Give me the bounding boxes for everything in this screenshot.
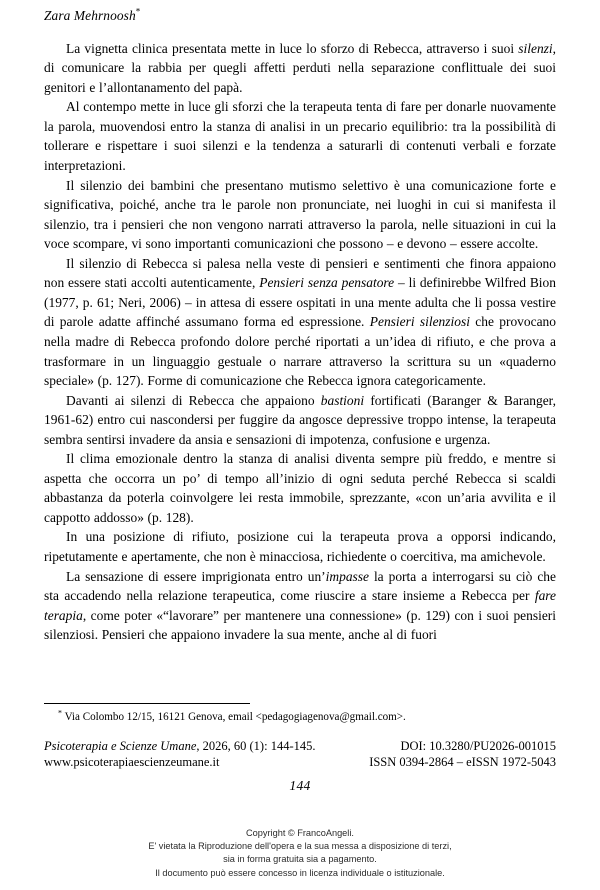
imprint-citation bbox=[44, 738, 315, 754]
paragraph bbox=[44, 97, 556, 175]
footnote-marker-icon: * bbox=[135, 6, 141, 17]
copyright-line: Il documento può essere concesso in licenza individuale o istituzionale. bbox=[155, 867, 445, 878]
text-run: Davanti ai silenzi di Rebecca che appaiono bbox=[66, 392, 321, 408]
doi: DOI: 10.3280/PU2026-001015 bbox=[400, 739, 556, 753]
footnote-marker-icon: * bbox=[58, 708, 62, 718]
paragraph bbox=[44, 176, 556, 254]
paragraph bbox=[44, 39, 556, 98]
copyright-line: sia in forma gratuita sia a pagamento. bbox=[223, 854, 377, 865]
emphasis-run: fare terapia bbox=[44, 588, 556, 623]
text-run: Al contempo mette in luce gli sforzi che la terapeuta tenta di fare per donarle nuovamente la parola, muovendosi entro la stanza di analisi in un precario equilibrio: tra la possibilità di tollerare e rispettare i suoi silenzi e la tendenza a saturarli di contenuti verbali e forzate interpretazioni. bbox=[44, 99, 556, 174]
text-run: Il clima emozionale dentro la stanza di analisi diventa sempre più freddo, e mentre si aspetta che occorra un po’ di tempo all’inizio di ogni seduta perché Rebecca si scaldi abbastanza da poterla coinvolgere lei resta immobile, sprezzante, «con un’aria avvilita e il cappotto addosso» (p. 128). bbox=[44, 451, 556, 525]
text-run: , come poter «“lavorare” per mantenere una connessione» (p. 129) con i suoi pensieri silenziosi. Pensieri che appaiono invadere la sua mente, anche al di fuori bbox=[44, 607, 556, 643]
text-run: , di comunicare la rabbia per quegli affetti perduti nella separazione conflittuale dei suoi genitori e l’allontanamento del papà. bbox=[44, 40, 556, 95]
text-column bbox=[44, 8, 556, 645]
footnote-text: Via Colombo 12/15, 16121 Genova, email <pedagogiagenova@gmail.com>. bbox=[64, 711, 406, 723]
text-run: che provocano nella madre di Rebecca profondo dolore perché riportati a un’idea di rifiuto, e che prova a trasformare in un linguaggio gestuale o narrare attraverso la scrittura su un «quaderno speciale» (p. 127). Forme di comunicazione che Rebecca ignora categoricamente. bbox=[44, 314, 556, 389]
text-run: La vignetta clinica presentata mette in luce lo sforzo di Rebecca, attraverso i suoi bbox=[66, 40, 519, 56]
text-run: fortificati (Baranger & Baranger, 1961-62) entro cui nascondersi per fuggire da angosce depressive troppo intense, la terapeuta sembra sentirsi invadere da ansia e sensazioni di impotenza, confusione e urgenza. bbox=[44, 392, 556, 447]
imprint-row-citation bbox=[44, 738, 556, 754]
text-run: Il silenzio di Rebecca si palesa nella veste di pensieri e sentimenti che finora appaiono non essere stati accolti autenticamente, bbox=[44, 255, 556, 291]
text-run: Il silenzio dei bambini che presentano mutismo selettivo è una comunicazione forte e significativa, poiché, anche tra le parole non pronunciate, nei luoghi in cui si manifesta il silenzio, tra i pensieri che non vengono narrati attraverso la parola, nelle situazioni in cui la voce scompare, vi sono importanti comunicazioni che possono – e devono – essere accolte. bbox=[44, 177, 556, 252]
issn: ISSN 0394-2864 – eISSN 1972-5043 bbox=[369, 755, 556, 770]
paragraph bbox=[44, 527, 556, 566]
journal-website[interactable]: www.psicoterapiaescienzeumane.it bbox=[44, 755, 220, 770]
footnote bbox=[44, 710, 556, 725]
body-text bbox=[44, 39, 556, 645]
paragraph bbox=[44, 254, 556, 391]
footnote-separator-rule bbox=[44, 703, 250, 704]
text-run: – li definirebbe Wilfred Bion (1977, p. 61; Neri, 2006) – in attesa di essere ospitati in una mente adulta che li possa vestire di parole adatte affinché assumano forma ed espressione. bbox=[44, 275, 556, 330]
emphasis-run: bastioni bbox=[320, 392, 365, 408]
journal-imprint bbox=[44, 738, 556, 771]
text-run: la porta a interrogarsi su ciò che sta accadendo nella relazione terapeutica, come riuscire a stare insieme a Rebecca per bbox=[44, 568, 556, 604]
copyright-notice bbox=[0, 827, 600, 880]
author-name: Zara Mehrnoosh bbox=[44, 8, 136, 23]
page-folio: 144 bbox=[289, 778, 311, 793]
copyright-line: E' vietata la Riproduzione dell'opera e la sua messa a disposizione di terzi, bbox=[148, 841, 452, 852]
text-run: La sensazione di essere imprigionata entro un’ bbox=[66, 568, 326, 584]
emphasis-run: Pensieri senza pensatore bbox=[259, 275, 395, 291]
imprint-row-issn bbox=[44, 754, 556, 770]
journal-citation: , 2026, 60 (1): 144-145. bbox=[196, 739, 316, 753]
copyright-line: Copyright © FrancoAngeli. bbox=[246, 828, 354, 838]
author-byline bbox=[44, 8, 556, 25]
journal-title: Psicoterapia e Scienze Umane bbox=[44, 739, 197, 753]
paragraph bbox=[44, 391, 556, 450]
emphasis-run: impasse bbox=[325, 568, 369, 584]
paragraph bbox=[44, 567, 556, 645]
paragraph bbox=[44, 449, 556, 527]
text-run: In una posizione di rifiuto, posizione cui la terapeuta prova a opporsi indicando, ripetutamente e apertamente, che non è minacciosa, richiedente o coercitiva, ma amichevole. bbox=[44, 529, 556, 564]
emphasis-run: silenzi bbox=[518, 40, 553, 56]
emphasis-run: Pensieri silenziosi bbox=[369, 314, 470, 330]
